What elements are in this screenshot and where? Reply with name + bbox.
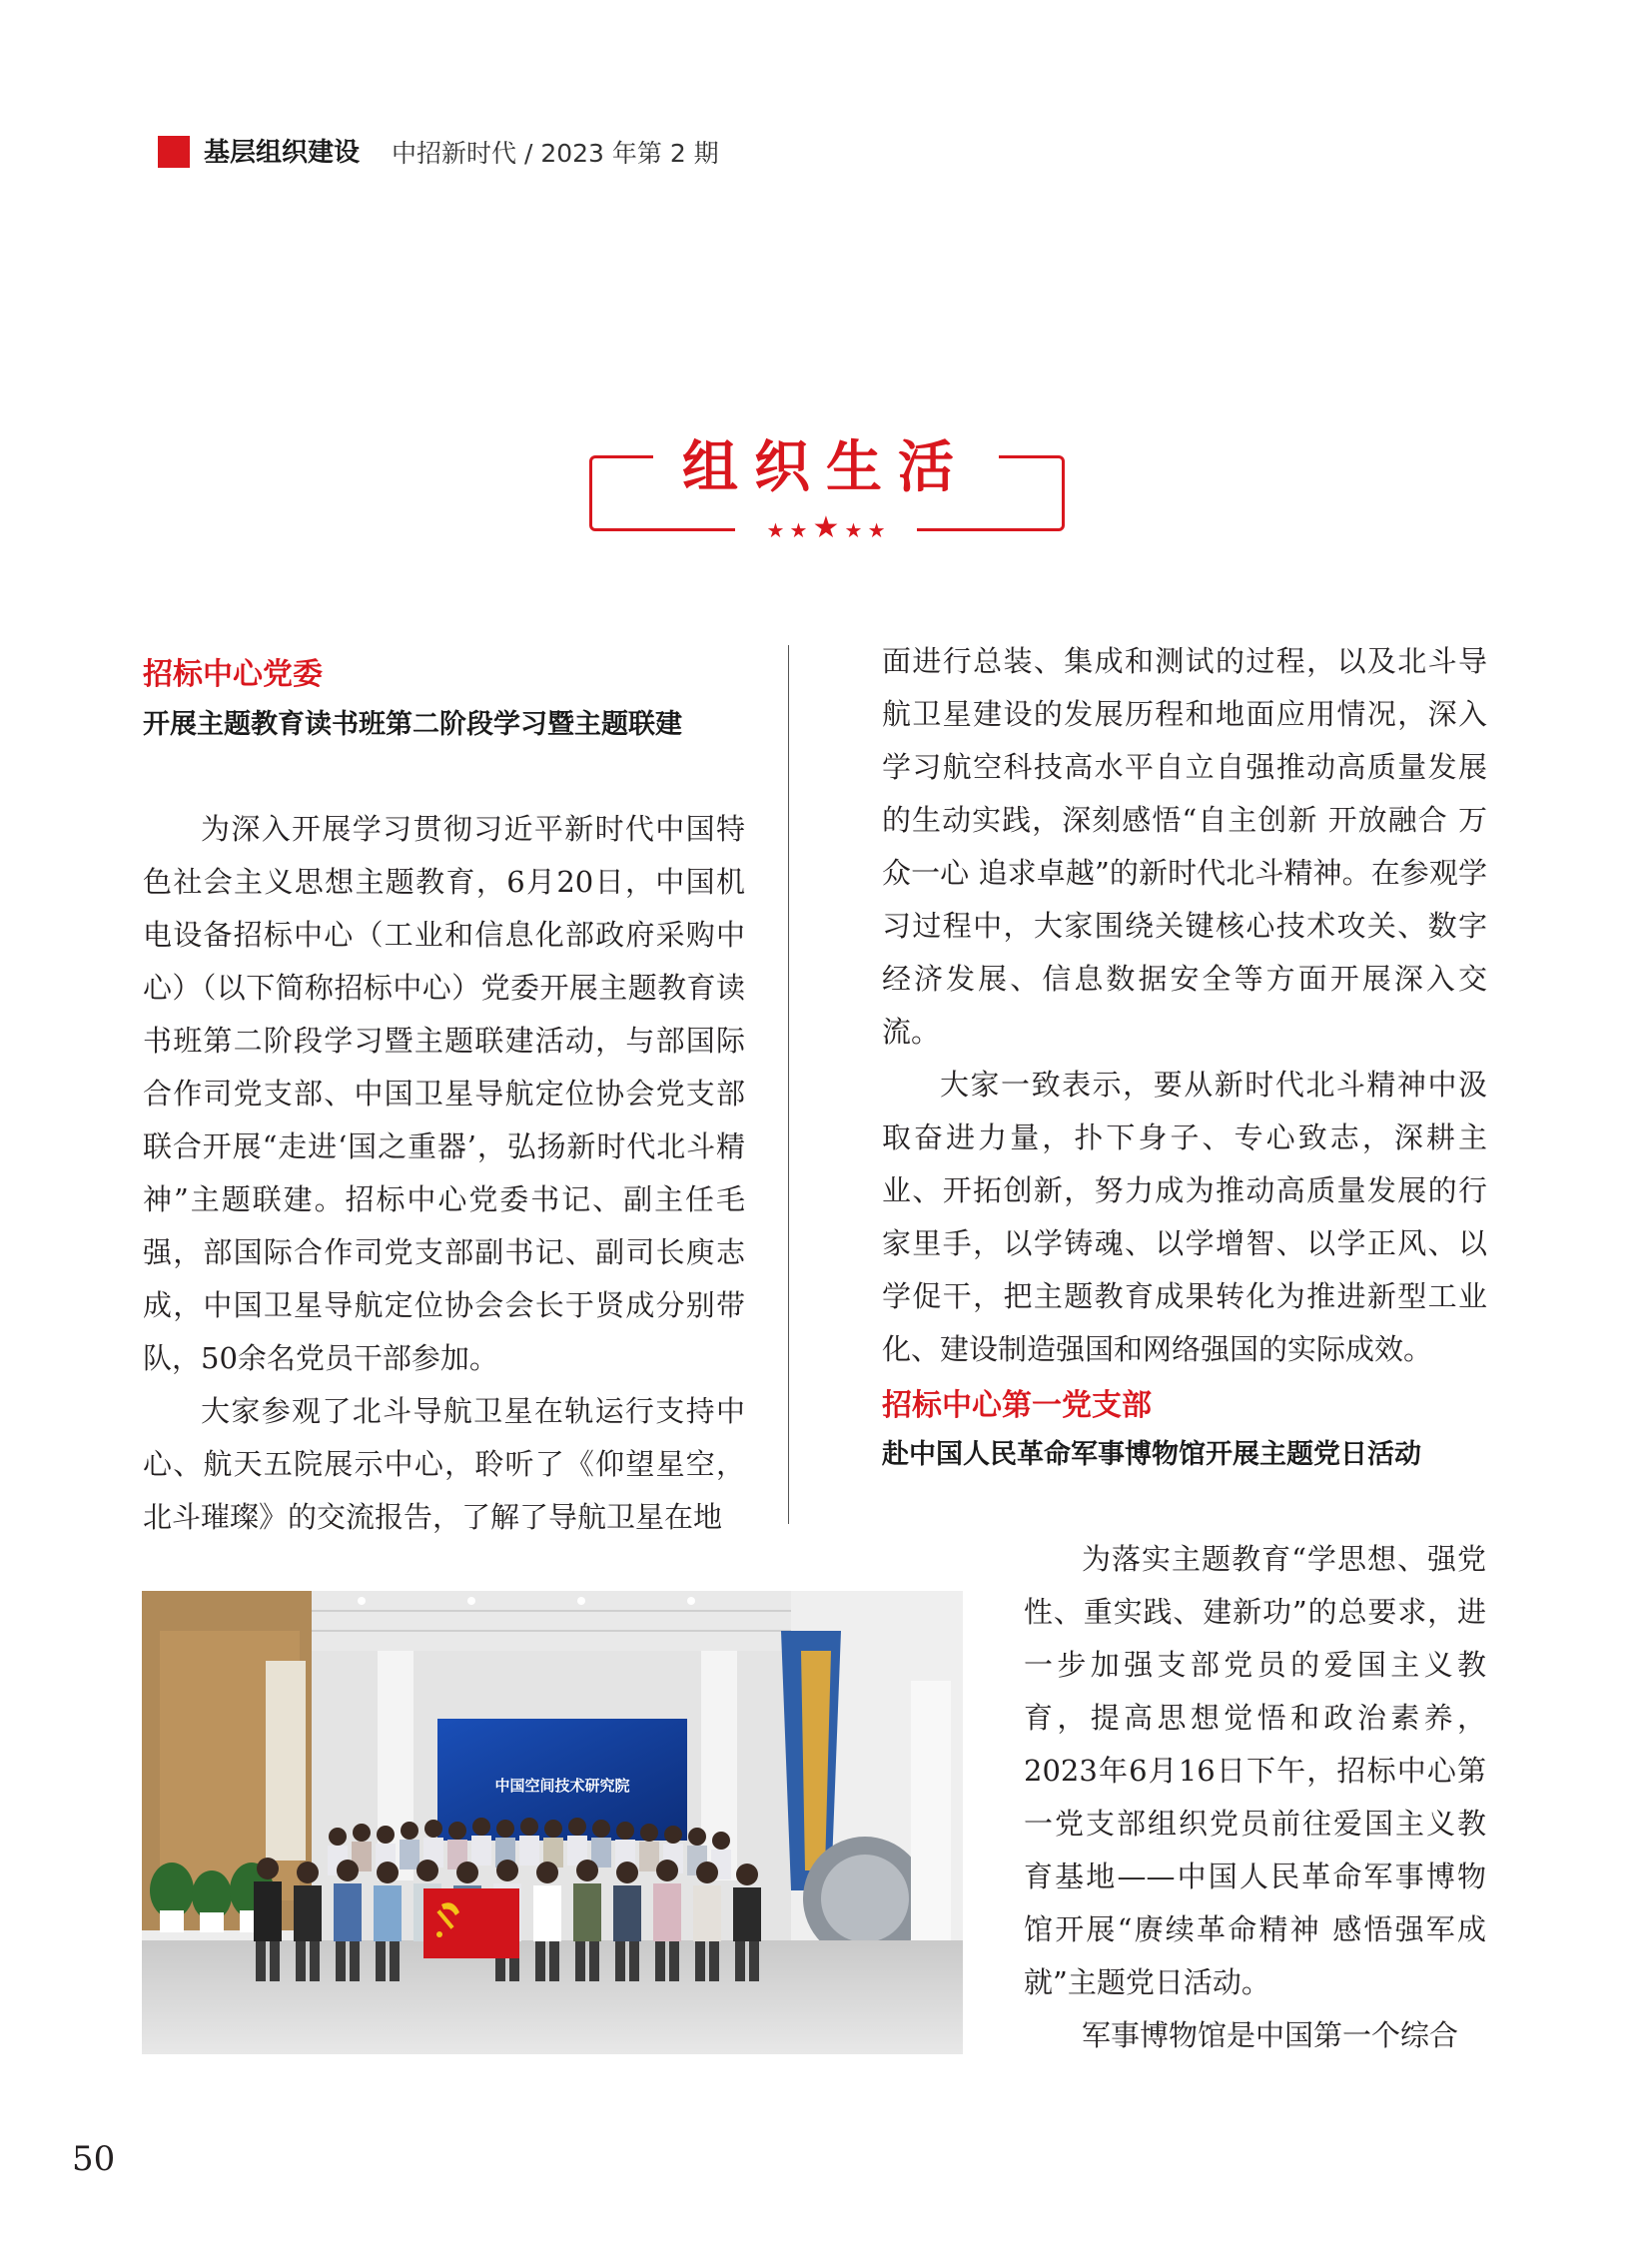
screen-caption: 中国空间技术研究院 [494,1777,630,1795]
article1-org: 招标中心党委 [143,657,323,692]
article1-paragraph: 大家参观了北斗导航卫星在轨运行支持中心、航天五院展示中心，聆听了《仰望星空，北斗璀璨》的交流报告，了解了导航卫星在地 [143,1394,745,1534]
banner-title: 组织生活 [682,435,970,500]
article2-subtitle: 赴中国人民革命军事博物馆开展主题党日活动 [882,1439,1421,1470]
article1-paragraph: 为深入开展学习贯彻习近平新时代中国特色社会主义思想主题教育，6月20日，中国机电设备招标中心（工业和信息化部政府采购中心）（以下简称招标中心）党委开展主题教育读书班第二阶段学习暨主题联建活动，与部国际合作司党支部、中国卫星导航定位协会党支部联合开展“走进‘国之重器’，弘扬新时代北斗精神”主题联建。招标中心党委书记、副主任毛强，部国际合作司党支部副书记、副司长庾志成，中国卫星导航定位协会会长于贤成分别带队，50余名党员干部参加。 [143,812,745,1375]
party-flag [423,1888,519,1958]
article2-paragraph: 为落实主题教育“学思想、强党性、重实践、建新功”的总要求，进一步加强支部党员的爱国主义教育，提高思想觉悟和政治素养，2023年6月16日下午，招标中心第一党支部组织党员前往爱国主义教育基地——中国人民革命军事博物馆开展“赓续革命精神 感悟强军成就”主题党日活动。 [1024,1542,1486,1999]
article1-column-right [882,635,1487,1376]
section-marker [158,136,190,168]
star-icon: ★ [766,518,785,542]
star-icon: ★ [844,518,863,542]
column-divider [788,645,789,1524]
article2-org: 招标中心第一党支部 [882,1388,1152,1423]
banner-stars [589,510,1063,550]
star-icon: ★ [789,518,808,542]
article1-column-left [143,803,745,1544]
group-photo [142,1591,963,2054]
star-icon: ★ [867,518,886,542]
star-icon: ★ [812,510,840,545]
section-title: 基层组织建设 [204,138,361,168]
article1-subtitle: 开展主题教育读书班第二阶段学习暨主题联建 [143,709,682,740]
article2-column [1024,1533,1486,2062]
article1-paragraph: 大家一致表示，要从新时代北斗精神中汲取奋进力量，扑下身子、专心致志，深耕主业、开拓创新，努力成为推动高质量发展的行家里手，以学铸魂、以学增智、以学正风、以学促干，把主题教育成果转化为推进新型工业化、建设制造强国和网络强国的实际成效。 [882,1068,1487,1366]
issue-label: 中招新时代 / 2023 年第 2 期 [392,139,719,168]
article1-paragraph: 面进行总装、集成和测试的过程，以及北斗导航卫星建设的发展历程和地面应用情况，深入学习航空科技高水平自立自强推动高质量发展的生动实践，深刻感悟“自主创新 开放融合 万众一心 追求卓越”的新时代北斗精神。在参观学习过程中，大家围绕关键核心技术攻关、数字经济发展、信息数据安全等方面开展深入交流。 [882,644,1487,1049]
article2-paragraph: 军事博物馆是中国第一个综合 [1082,2018,1459,2052]
page-number: 50 [72,2139,116,2179]
